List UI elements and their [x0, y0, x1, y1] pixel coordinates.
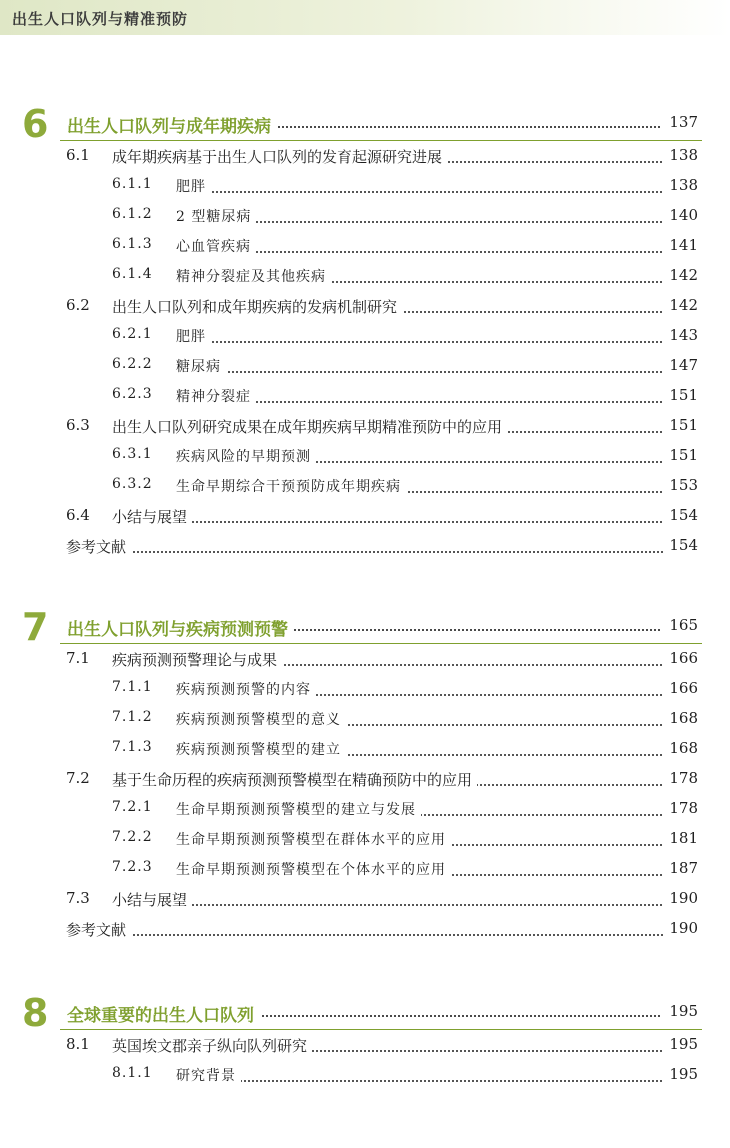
- entry-number: 6.2: [66, 296, 90, 314]
- leader-dots: [176, 1068, 666, 1082]
- entry-page-number: 154: [664, 536, 698, 554]
- toc-section-entry[interactable]: [0, 506, 730, 530]
- entry-number: 7.1.3: [112, 739, 153, 755]
- toc-section-entry[interactable]: [0, 146, 730, 170]
- entry-page-number: 187: [664, 859, 698, 877]
- entry-title: 疾病风险的早期预测: [176, 446, 316, 466]
- toc-subsection-entry[interactable]: [0, 679, 730, 703]
- chapter-heading[interactable]: [0, 102, 730, 150]
- entry-number: 6.1.2: [112, 206, 153, 222]
- chapter-number: 6: [22, 102, 49, 146]
- toc-subsection-entry[interactable]: [0, 859, 730, 883]
- entry-number: 6.3: [66, 416, 90, 434]
- entry-title: 小结与展望: [112, 506, 192, 527]
- chapter-title: 出生人口队列与成年期疾病: [67, 112, 277, 137]
- entry-title: 2 型糖尿病: [176, 206, 256, 226]
- entry-title: 疾病预测预警的内容: [176, 679, 316, 699]
- entry-number: 6.1: [66, 146, 90, 164]
- entry-page-number: 178: [664, 769, 698, 787]
- toc-subsection-entry[interactable]: [0, 266, 730, 290]
- entry-page-number: 140: [664, 206, 698, 224]
- entry-title: 心血管疾病: [176, 236, 256, 256]
- entry-number: 7.1.2: [112, 709, 153, 725]
- leader-dots: [176, 329, 666, 343]
- chapter-rule: [60, 643, 702, 644]
- entry-number: 7.2.2: [112, 829, 153, 845]
- toc-subsection-entry[interactable]: [0, 476, 730, 500]
- entry-page-number: 154: [664, 506, 698, 524]
- toc-subsection-entry[interactable]: [0, 1065, 730, 1089]
- entry-page-number: 151: [664, 446, 698, 464]
- toc-subsection-entry[interactable]: [0, 386, 730, 410]
- toc-section-entry[interactable]: [0, 889, 730, 913]
- entry-title: 生命早期综合干预预防成年期疾病: [176, 476, 406, 496]
- toc-subsection-entry[interactable]: [0, 709, 730, 733]
- toc-subsection-entry[interactable]: [0, 176, 730, 200]
- toc-subsection-entry[interactable]: [0, 326, 730, 350]
- entry-page-number: 138: [664, 176, 698, 194]
- chapter-number: 8: [22, 991, 49, 1035]
- entry-title: 生命早期预测预警模型的建立与发展: [176, 799, 421, 819]
- entry-page-number: 190: [664, 919, 698, 937]
- entry-page-number: 138: [664, 146, 698, 164]
- entry-page-number: 166: [664, 679, 698, 697]
- toc-subsection-entry[interactable]: [0, 356, 730, 380]
- entry-number: 6.3.1: [112, 446, 153, 462]
- entry-page-number: 151: [664, 416, 698, 434]
- chapter-page-number: 165: [663, 616, 698, 634]
- entry-title: 肥胖: [176, 176, 211, 196]
- entry-number: 6.3.2: [112, 476, 153, 492]
- entry-title: 生命早期预测预警模型在群体水平的应用: [176, 829, 451, 849]
- entry-number: 6.2.3: [112, 386, 153, 402]
- entry-title: 研究背景: [176, 1065, 241, 1085]
- entry-number: 6.1.1: [112, 176, 153, 192]
- toc-subsection-entry[interactable]: [0, 236, 730, 260]
- leader-dots: [66, 922, 666, 936]
- entry-title: 英国埃文郡亲子纵向队列研究: [112, 1035, 312, 1056]
- toc-subsection-entry[interactable]: [0, 799, 730, 823]
- leader-dots: [66, 539, 666, 553]
- entry-number: 7.1.1: [112, 679, 153, 695]
- toc-entry-references[interactable]: [0, 536, 730, 560]
- entry-page-number: 168: [664, 739, 698, 757]
- leader-dots: [176, 179, 666, 193]
- entry-number: 7.1: [66, 649, 90, 667]
- entry-number: 7.3: [66, 889, 90, 907]
- entry-number: 6.2.2: [112, 356, 153, 372]
- entry-title: 疾病预测预警模型的意义: [176, 709, 346, 729]
- entry-title: 出生人口队列研究成果在成年期疾病早期精准预防中的应用: [112, 416, 507, 437]
- chapter-page-number: 195: [663, 1002, 698, 1020]
- chapter-heading[interactable]: [0, 991, 730, 1039]
- entry-page-number: 142: [664, 296, 698, 314]
- entry-number: 8.1.1: [112, 1065, 153, 1081]
- toc-subsection-entry[interactable]: [0, 739, 730, 763]
- entry-title: 小结与展望: [112, 889, 192, 910]
- entry-title: 出生人口队列和成年期疾病的发病机制研究: [112, 296, 402, 317]
- chapter-title: 出生人口队列与疾病预测预警: [67, 615, 294, 640]
- entry-number: 6.1.4: [112, 266, 153, 282]
- toc-section-entry[interactable]: [0, 416, 730, 440]
- chapter-page-number: 137: [663, 113, 698, 131]
- entry-page-number: 178: [664, 799, 698, 817]
- entry-page-number: 153: [664, 476, 698, 494]
- entry-title: 疾病预测预警理论与成果: [112, 649, 282, 670]
- entry-title: 精神分裂症: [176, 386, 256, 406]
- entry-title: 成年期疾病基于出生人口队列的发育起源研究进展: [112, 146, 447, 167]
- entry-page-number: 151: [664, 386, 698, 404]
- chapter-rule: [60, 140, 702, 141]
- chapter-number: 7: [22, 605, 49, 649]
- entry-page-number: 143: [664, 326, 698, 344]
- entry-page-number: 141: [664, 236, 698, 254]
- leader-dots: [176, 359, 666, 373]
- leader-dots: [112, 509, 666, 523]
- entry-number: 7.2.3: [112, 859, 153, 875]
- leader-dots: [112, 892, 666, 906]
- chapter-heading[interactable]: [0, 605, 730, 653]
- entry-page-number: 142: [664, 266, 698, 284]
- toc-section-entry[interactable]: [0, 769, 730, 793]
- entry-number: 7.2.1: [112, 799, 153, 815]
- entry-page-number: 168: [664, 709, 698, 727]
- entry-title: 糖尿病: [176, 356, 226, 376]
- entry-title: 参考文献: [66, 536, 131, 557]
- running-header-title: 出生人口队列与精准预防: [12, 10, 189, 28]
- entry-page-number: 195: [664, 1065, 698, 1083]
- entry-title: 肥胖: [176, 326, 211, 346]
- toc-subsection-entry[interactable]: [0, 206, 730, 230]
- entry-title: 生命早期预测预警模型在个体水平的应用: [176, 859, 451, 879]
- entry-page-number: 195: [664, 1035, 698, 1053]
- toc-section-entry[interactable]: [0, 649, 730, 673]
- entry-number: 7.2: [66, 769, 90, 787]
- toc-entry-references[interactable]: [0, 919, 730, 943]
- page-header: [0, 0, 730, 35]
- entry-title: 基于生命历程的疾病预测预警模型在精确预防中的应用: [112, 769, 477, 790]
- toc-section-entry[interactable]: [0, 1035, 730, 1059]
- entry-title: 精神分裂症及其他疾病: [176, 266, 331, 286]
- entry-page-number: 166: [664, 649, 698, 667]
- entry-title: 参考文献: [66, 919, 131, 940]
- entry-number: 6.4: [66, 506, 90, 524]
- entry-title: 疾病预测预警模型的建立: [176, 739, 346, 759]
- chapter-rule: [60, 1029, 702, 1030]
- entry-page-number: 147: [664, 356, 698, 374]
- chapter-title: 全球重要的出生人口队列: [67, 1001, 260, 1026]
- entry-page-number: 181: [664, 829, 698, 847]
- toc-subsection-entry[interactable]: [0, 829, 730, 853]
- entry-number: 8.1: [66, 1035, 90, 1053]
- entry-page-number: 190: [664, 889, 698, 907]
- entry-number: 6.1.3: [112, 236, 153, 252]
- toc-subsection-entry[interactable]: [0, 446, 730, 470]
- entry-number: 6.2.1: [112, 326, 153, 342]
- toc-section-entry[interactable]: [0, 296, 730, 320]
